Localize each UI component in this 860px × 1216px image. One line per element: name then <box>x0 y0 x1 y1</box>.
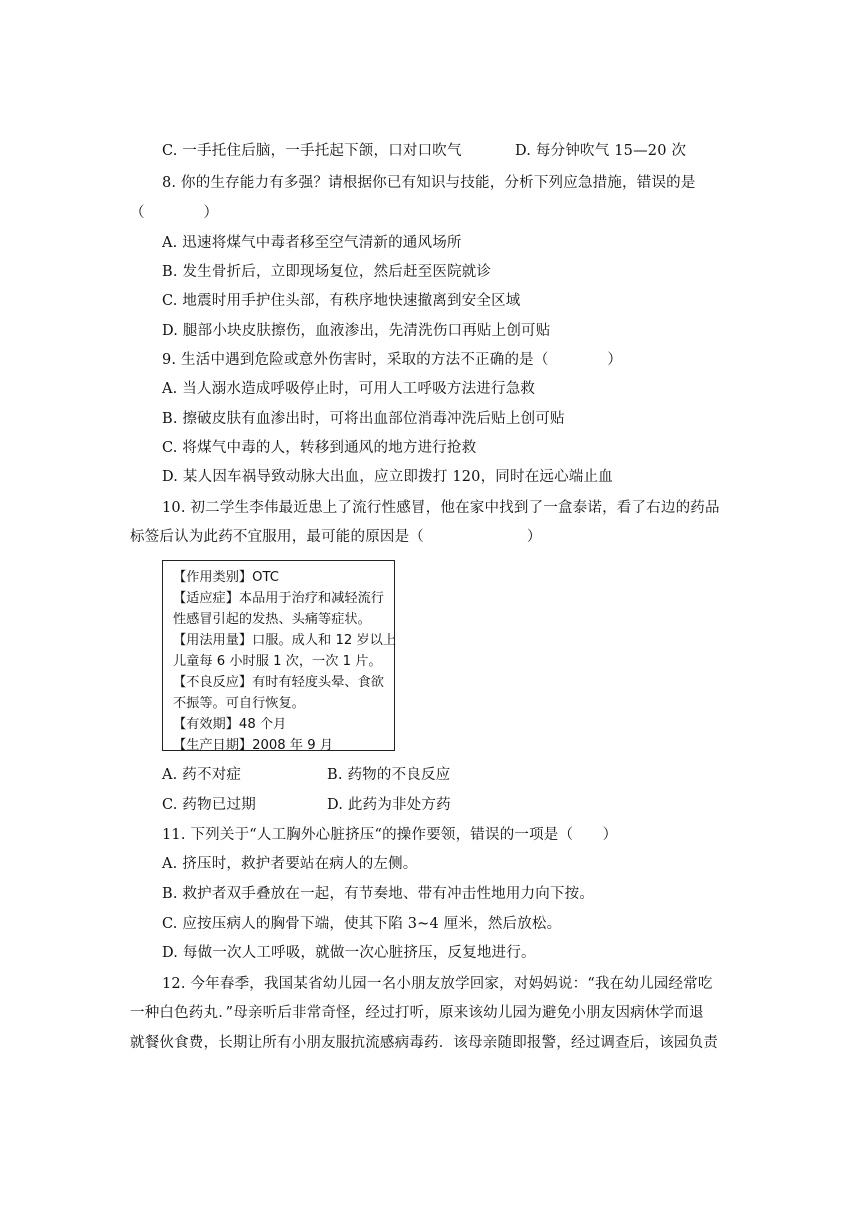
q8-stem: 8. 你的生存能力有多强？请根据你已有知识与技能，分析下列应急措施，错误的是 <box>162 175 696 191</box>
drug-label-side-effects: 【不良反应】有时有轻度头晕、食欲 <box>173 675 384 690</box>
q10-stem: 10. 初二学生李伟最近患上了流行性感冒，他在家中找到了一盒泰诺，看了右边的药品 <box>162 500 720 516</box>
q8-answer-bracket: （ ） <box>130 205 219 221</box>
q11-option-c: C. 应按压病人的胸骨下端，使其下陷 3~4 厘米，然后放松。 <box>162 916 562 932</box>
q9-option-a: A. 当人溺水造成呼吸停止时，可用人工呼吸方法进行急救 <box>162 381 536 397</box>
drug-label-production-date: 【生产日期】2008 年 9 月 <box>173 738 334 753</box>
q12-stem-line3: 就餐伙食费，长期让所有小朋友服抗流感病毒药．该母亲随即报警，经过调查后，该园负责 <box>130 1035 718 1051</box>
q10-option-a: A. 药不对症 <box>162 767 242 783</box>
q12-stem-line2: 一种白色药丸．”母亲听后非常奇怪，经过打听，原来该幼儿园为避免小朋友因病休学而退 <box>130 1005 704 1021</box>
q10-option-b: B. 药物的不良反应 <box>327 767 451 783</box>
q8-option-b: B. 发生骨折后，立即现场复位，然后赶至医院就诊 <box>162 264 492 280</box>
q8-option-d: D. 腿部小块皮肤擦伤，血液渗出，先清洗伤口再贴上创可贴 <box>162 323 551 339</box>
drug-label-indication-continued: 性感冒引起的发热、头痛等症状。 <box>173 612 371 627</box>
q9-option-c: C. 将煤气中毒的人，转移到通风的地方进行抢救 <box>162 440 477 456</box>
q12-stem: 12. 今年春季，我国某省幼儿园一名小朋友放学回家，对妈妈说：“我在幼儿园经常吃 <box>162 976 713 992</box>
q11-stem: 11. 下列关于“人工胸外心脏挤压“的操作要领，错误的一项是（ ） <box>162 827 618 843</box>
q7-option-d: D. 每分钟吹气 15—20 次 <box>515 143 687 159</box>
q11-option-b: B. 救护者双手叠放在一起，有节奏地、带有冲击性地用力向下按。 <box>162 886 595 902</box>
drug-label-indication: 【适应症】本品用于治疗和减轻流行 <box>173 591 384 606</box>
q10-stem-continued: 标签后认为此药不宜服用，最可能的原因是（ ） <box>130 529 542 545</box>
drug-label-side-effects-continued: 不振等。可自行恢复。 <box>173 696 305 711</box>
q11-option-d: D. 每做一次人工呼吸，就做一次心脏挤压，反复地进行。 <box>162 945 536 961</box>
q9-option-d: D. 某人因车祸导致动脉大出血，应立即拨打 120，同时在远心端止血 <box>162 469 613 485</box>
q9-stem: 9. 生活中遇到危险或意外伤害时，采取的方法不正确的是（ ） <box>162 352 623 368</box>
q8-option-a: A. 迅速将煤气中毒者移至空气清新的通风场所 <box>162 235 462 251</box>
drug-label-dosage: 【用法用量】口服。成人和 12 岁以上 <box>173 633 396 648</box>
drug-label-box <box>162 560 395 751</box>
q10-option-c: C. 药物已过期 <box>162 797 256 813</box>
drug-label-category: 【作用类别】OTC <box>173 570 279 585</box>
q10-option-d: D. 此药为非处方药 <box>327 797 451 813</box>
drug-label-dosage-continued: 儿童每 6 小时服 1 次，一次 1 片。 <box>173 654 382 669</box>
q9-option-b: B. 擦破皮肤有血渗出时，可将出血部位消毒冲洗后贴上创可贴 <box>162 411 565 427</box>
q8-option-c: C. 地震时用手护住头部，有秩序地快速撤离到安全区域 <box>162 293 521 309</box>
drug-label-shelf-life: 【有效期】48 个月 <box>173 717 287 732</box>
q11-option-a: A. 挤压时，救护者要站在病人的左侧。 <box>162 856 418 872</box>
q7-option-c: C. 一手托住后脑，一手托起下颌，口对口吹气 <box>162 143 462 159</box>
